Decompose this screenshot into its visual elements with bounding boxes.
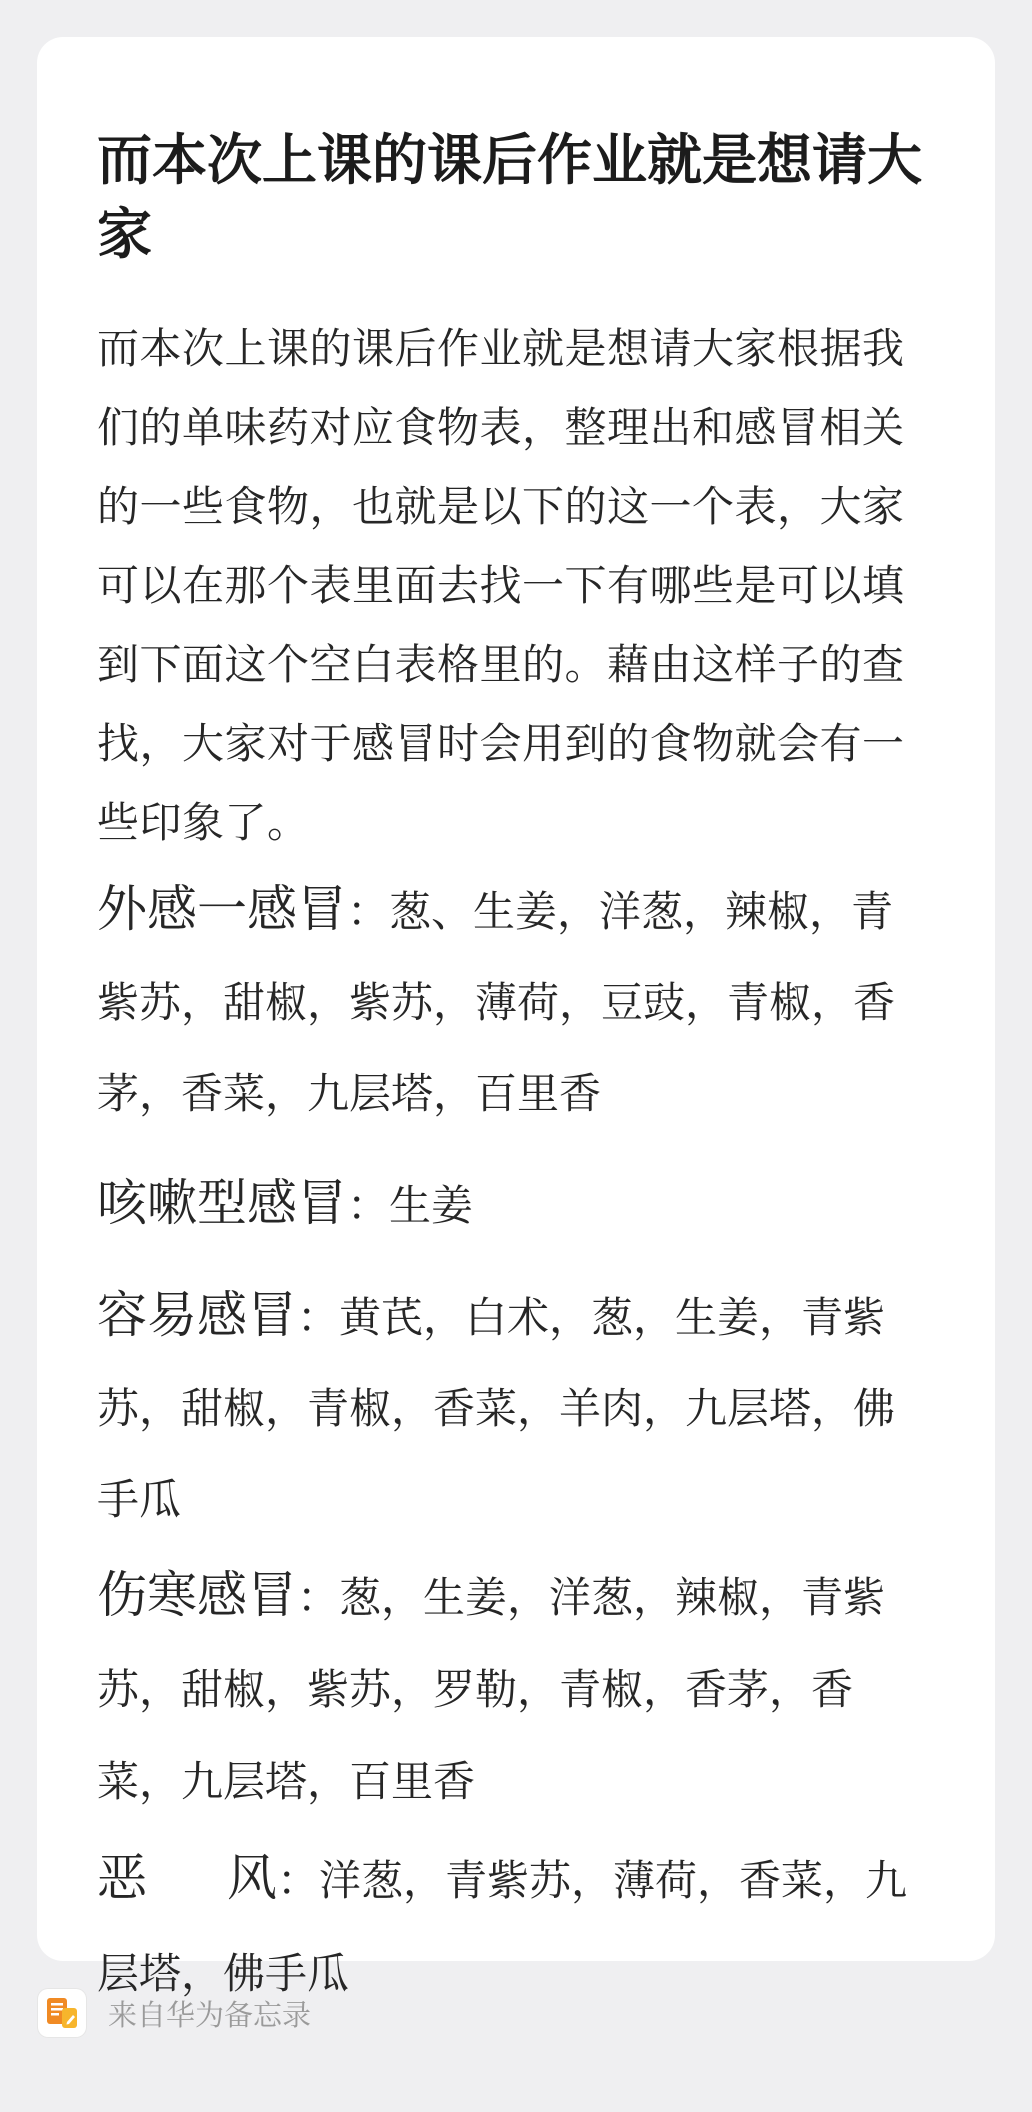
entry-cold-damage (97, 1554, 935, 1832)
entry-separator: ： (347, 887, 390, 936)
entry-prone-to-cold (97, 1274, 935, 1550)
note-title: 而本次上课的课后作业就是想请大家 (97, 128, 923, 266)
note-card (37, 37, 995, 1998)
footer-source-text: 来自华为备忘录 (108, 1997, 312, 2032)
entry-items: 黄芪，白术，葱，生姜，青紫苏，甜椒，青椒，香菜，羊肉，九层塔，佛手瓜 (97, 1293, 896, 1524)
entry-separator: ： (297, 1573, 340, 1622)
note-intro-paragraph: 而本次上课的课后作业就是想请大家根据我们的单味药对应食物表，整理出和感冒相关的一些食物，也就是以下的这一个表，大家可以在那个表里面去找一下有哪些是可以填到下面这个空白表格里的。藉由这样子的查找，大家对于感冒时会用到的食物就会有一些印象了。 (97, 324, 905, 847)
memo-app-icon (38, 1989, 86, 2037)
entry-items: 生姜 (389, 1181, 474, 1230)
entry-cough-cold (97, 1162, 935, 1256)
entry-category: 咳嗽型感冒 (97, 1174, 347, 1232)
entry-separator: ： (347, 1181, 390, 1230)
entry-separator: ： (277, 1856, 320, 1905)
entry-items: 洋葱，青紫苏，薄荷，香菜，九层塔，佛手瓜 (97, 1856, 908, 1998)
entry-category: 容易感冒 (97, 1286, 297, 1344)
entry-category-part1: 恶 (97, 1849, 147, 1907)
entry-external-cold (97, 868, 935, 1144)
entry-separator: ： (297, 1293, 340, 1342)
entry-category: 伤寒感冒 (97, 1566, 297, 1624)
note-source-footer (38, 1988, 311, 2038)
entry-items: 葱、生姜，洋葱，辣椒，青紫苏，甜椒，紫苏，薄荷，豆豉，青椒，香茅，香菜，九层塔，百里香 (97, 887, 896, 1118)
entry-category: 外感一感冒 (97, 880, 347, 938)
entry-category-part2: 风 (227, 1849, 277, 1907)
entry-items: 葱，生姜，洋葱，辣椒，青紫苏，甜椒，紫苏，罗勒，青椒，香茅，香菜，九层塔，百里香 (97, 1573, 886, 1806)
